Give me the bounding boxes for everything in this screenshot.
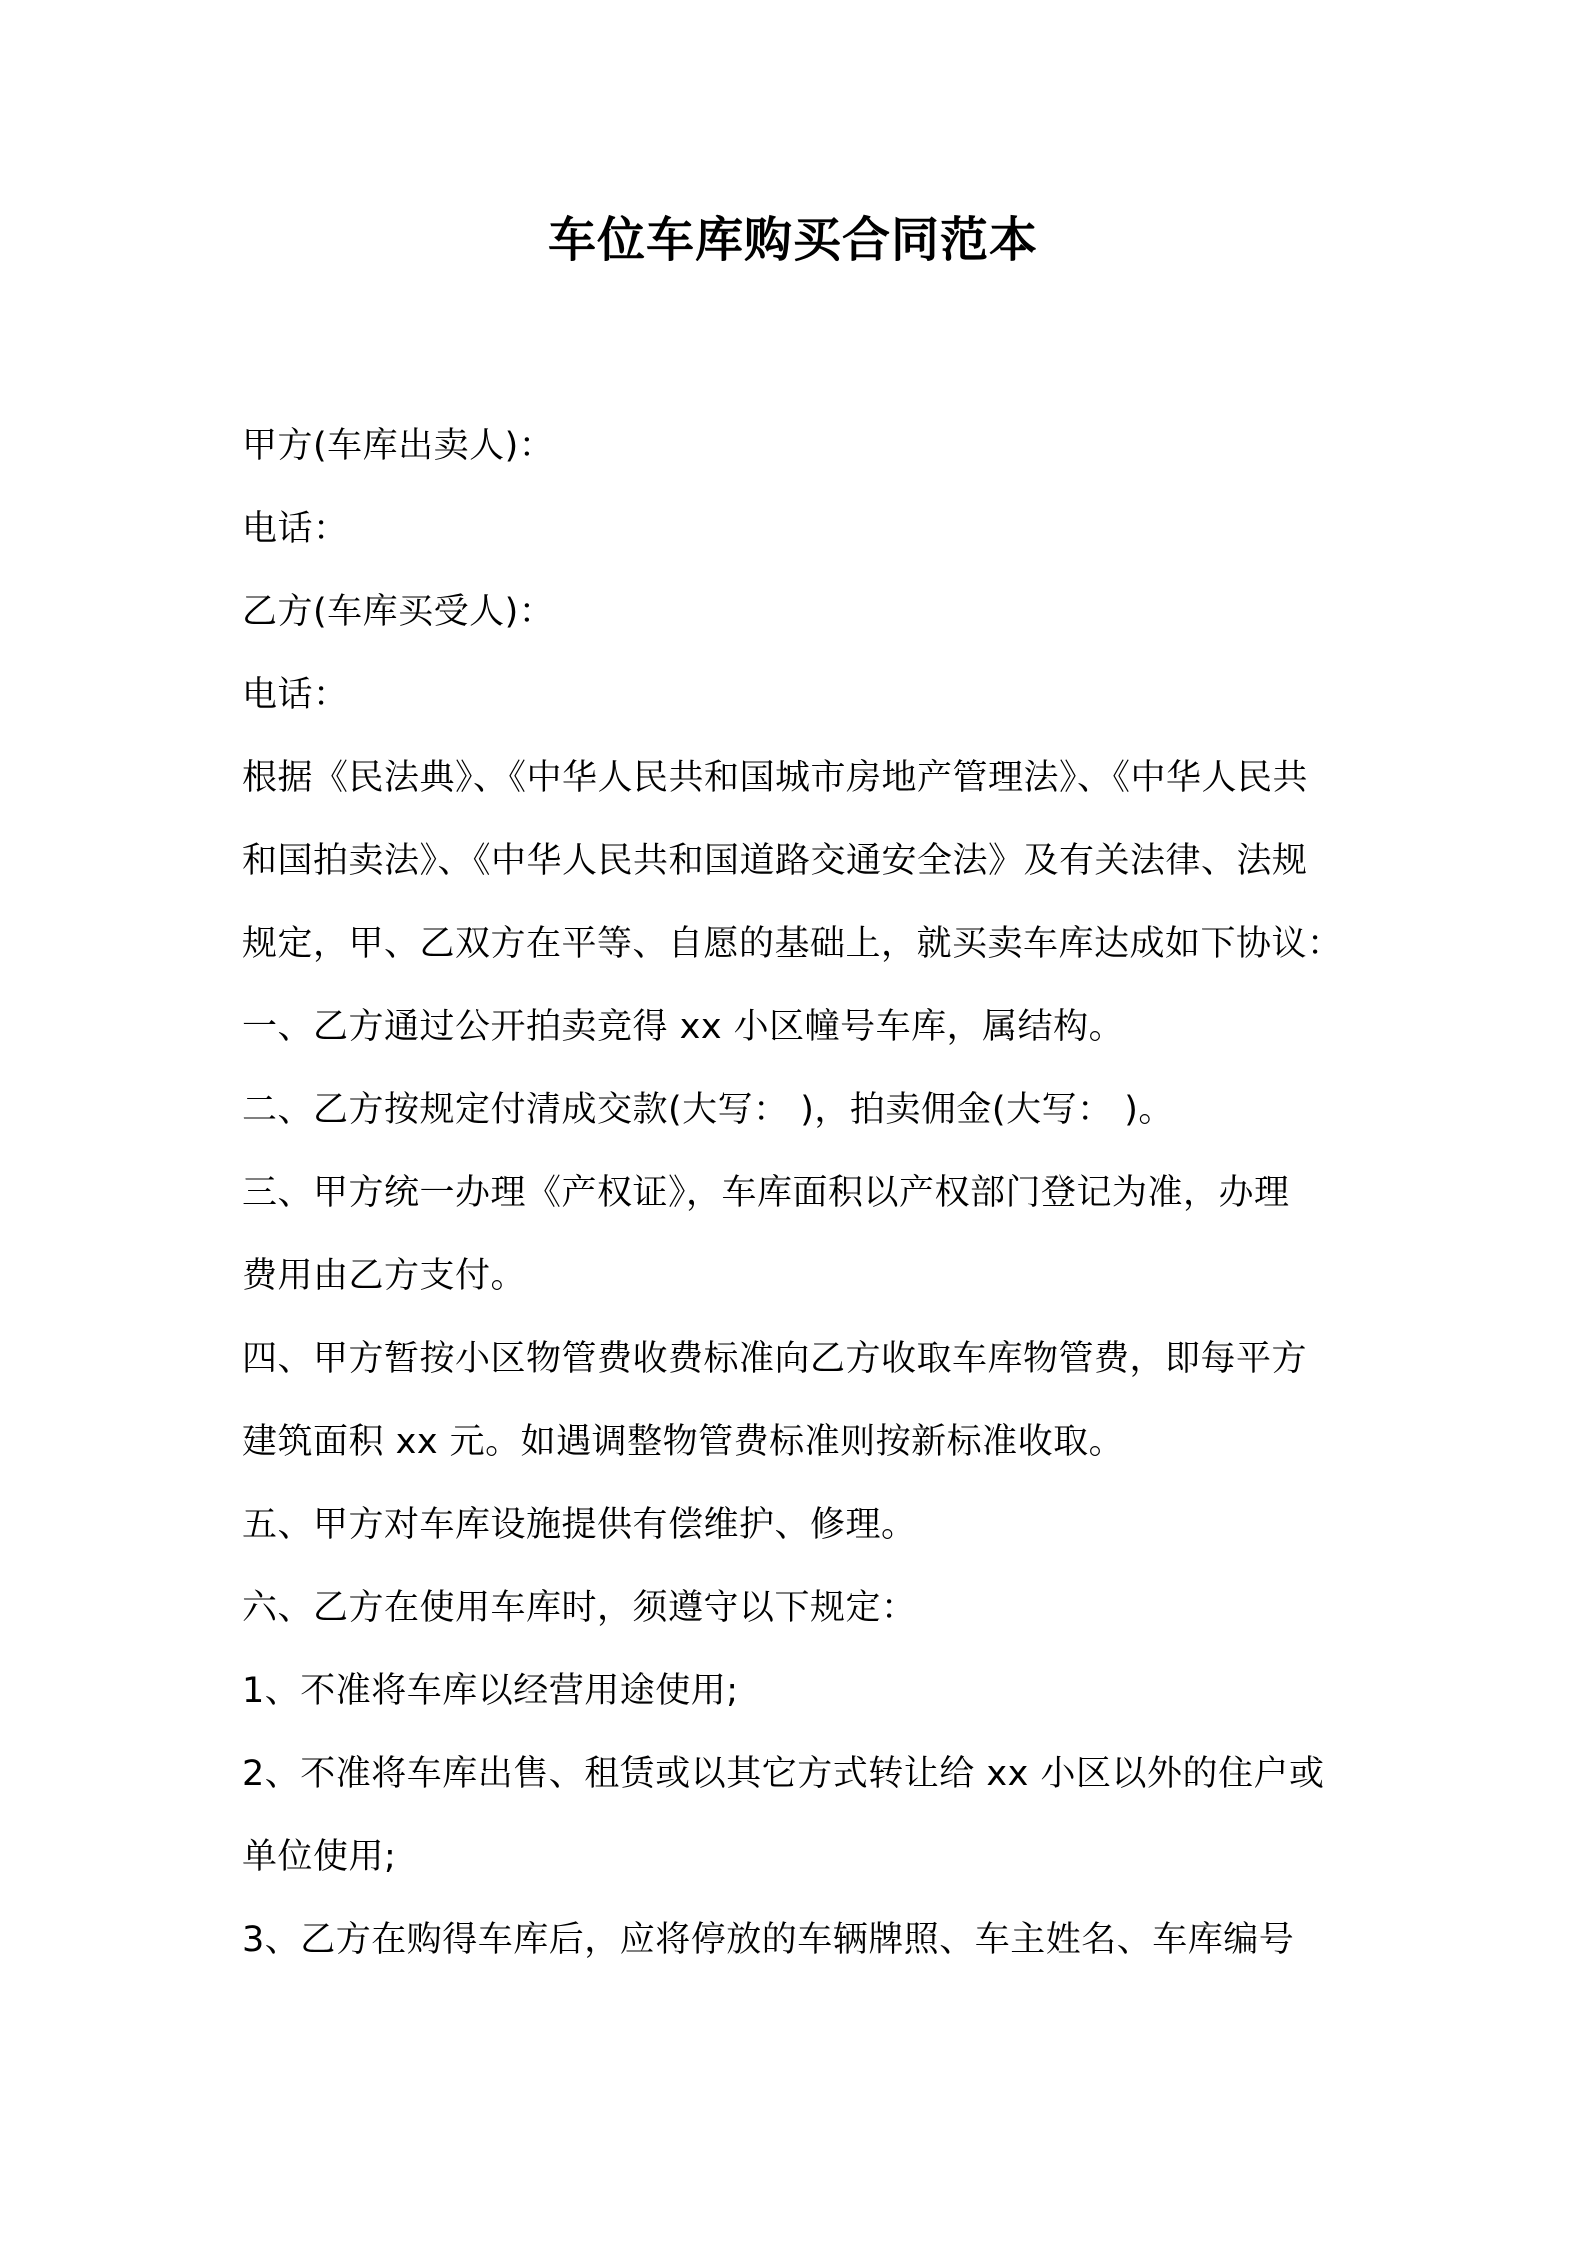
document-title: 车位车库购买合同范本 xyxy=(547,212,1038,268)
party-a-line: 甲方(车库出卖人)： xyxy=(242,426,555,466)
clause-4-line-2: 建筑面积 xx 元。如遇调整物管费标准则按新标准收取。 xyxy=(242,1422,1125,1462)
party-b-line: 乙方(车库买受人)： xyxy=(242,592,555,632)
rule-3-line-1: 3、乙方在购得车库后，应将停放的车辆牌照、车主姓名、车库编号 xyxy=(242,1920,1295,1960)
rule-2-line-2: 单位使用; xyxy=(242,1837,397,1877)
party-b-phone-line: 电话： xyxy=(242,675,349,715)
clause-4-line-1: 四、甲方暂按小区物管费收费标准向乙方收取车库物管费，即每平方 xyxy=(242,1339,1308,1379)
preamble-line-3: 规定，甲、乙双方在平等、自愿的基础上，就买卖车库达成如下协议： xyxy=(242,924,1343,964)
clause-3-line-1: 三、甲方统一办理《产权证》，车库面积以产权部门登记为准，办理 xyxy=(242,1173,1290,1213)
rule-2-line-1: 2、不准将车库出售、租赁或以其它方式转让给 xx 小区以外的住户或 xyxy=(242,1754,1325,1794)
document-body xyxy=(242,405,1352,1982)
rule-1-line: 1、不准将车库以经营用途使用; xyxy=(242,1671,739,1711)
clause-6-line: 六、乙方在使用车库时，须遵守以下规定： xyxy=(242,1588,917,1628)
clause-2-line: 二、乙方按规定付清成交款(大写： )，拍卖佣金(大写： )。 xyxy=(242,1090,1174,1130)
clause-5-line: 五、甲方对车库设施提供有偿维护、修理。 xyxy=(242,1505,917,1545)
clause-1-line: 一、乙方通过公开拍卖竞得 xx 小区幢号车库，属结构。 xyxy=(242,1007,1125,1047)
clause-3-line-2: 费用由乙方支付。 xyxy=(242,1256,527,1296)
party-a-phone-line: 电话： xyxy=(242,509,349,549)
preamble-line-1: 根据《民法典》、《中华人民共和国城市房地产管理法》、《中华人民共 xyxy=(242,758,1309,798)
preamble-line-2: 和国拍卖法》、《中华人民共和国道路交通安全法》及有关法律、法规 xyxy=(242,841,1308,881)
